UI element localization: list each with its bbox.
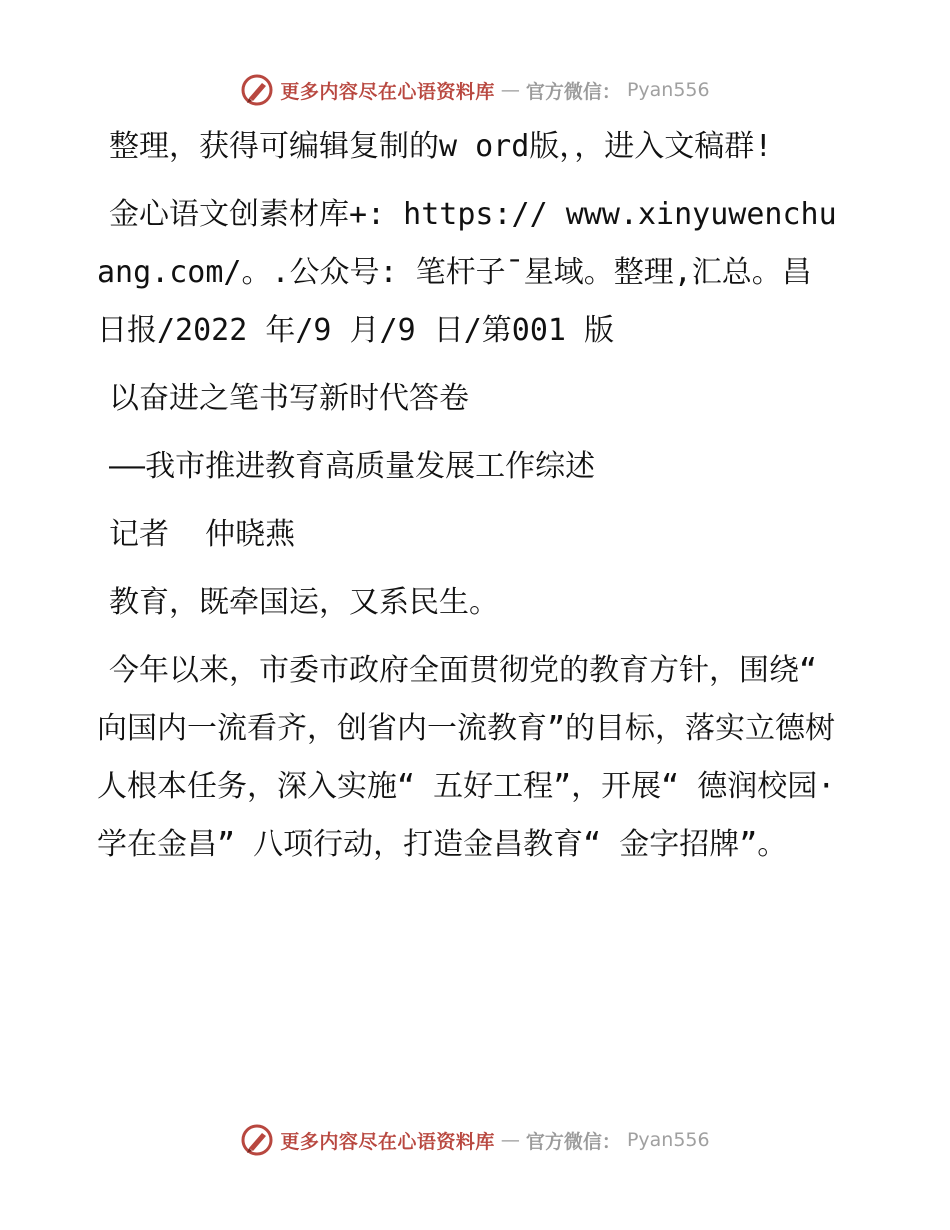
pen-logo-icon	[240, 1123, 274, 1157]
article-subtitle: ——我市推进教育高质量发展工作综述	[109, 449, 596, 484]
watermark-dash: —	[500, 1129, 520, 1151]
paragraph-intro: 整理，获得可编辑复制的w ord版，，进入文稿群!	[109, 129, 773, 164]
watermark-dash: —	[500, 79, 520, 101]
paragraph-source: 金心语文创素材库+: https:// www.xinyuwenchuang.com/。.公众号: 笔杆子¯星域。整理,汇总。昌日报/2022 年/9 月/9 日/第001 版	[97, 197, 837, 348]
watermark-main-text: 更多内容尽在心语资料库	[280, 80, 495, 103]
watermark-sub-text: 官方微信：	[525, 80, 621, 103]
watermark-wechat-id: Pyan556	[626, 79, 710, 101]
header-watermark	[0, 70, 950, 110]
document-body	[97, 118, 854, 884]
paragraph-lead: 教育，既牵国运，又系民生。	[109, 585, 499, 620]
pen-logo-icon	[240, 73, 274, 107]
article-byline: 记者 仲晓燕	[109, 517, 296, 552]
paragraph-body: 今年以来，市委市政府全面贯彻党的教育方针，围绕“ 向国内一流看齐，创省内一流教育”的目标，落实立德树人根本任务，深入实施“ 五好工程”，开展“ 德润校园· 学在金昌” 八项行动，打造金昌教育“ 金字招牌”。	[97, 653, 854, 862]
watermark-main-text: 更多内容尽在心语资料库	[280, 1130, 495, 1153]
watermark-wechat-id: Pyan556	[626, 1129, 710, 1151]
article-title: 以奋进之笔书写新时代答卷	[109, 381, 469, 416]
watermark-sub-text: 官方微信：	[525, 1130, 621, 1153]
footer-watermark	[0, 1120, 950, 1160]
